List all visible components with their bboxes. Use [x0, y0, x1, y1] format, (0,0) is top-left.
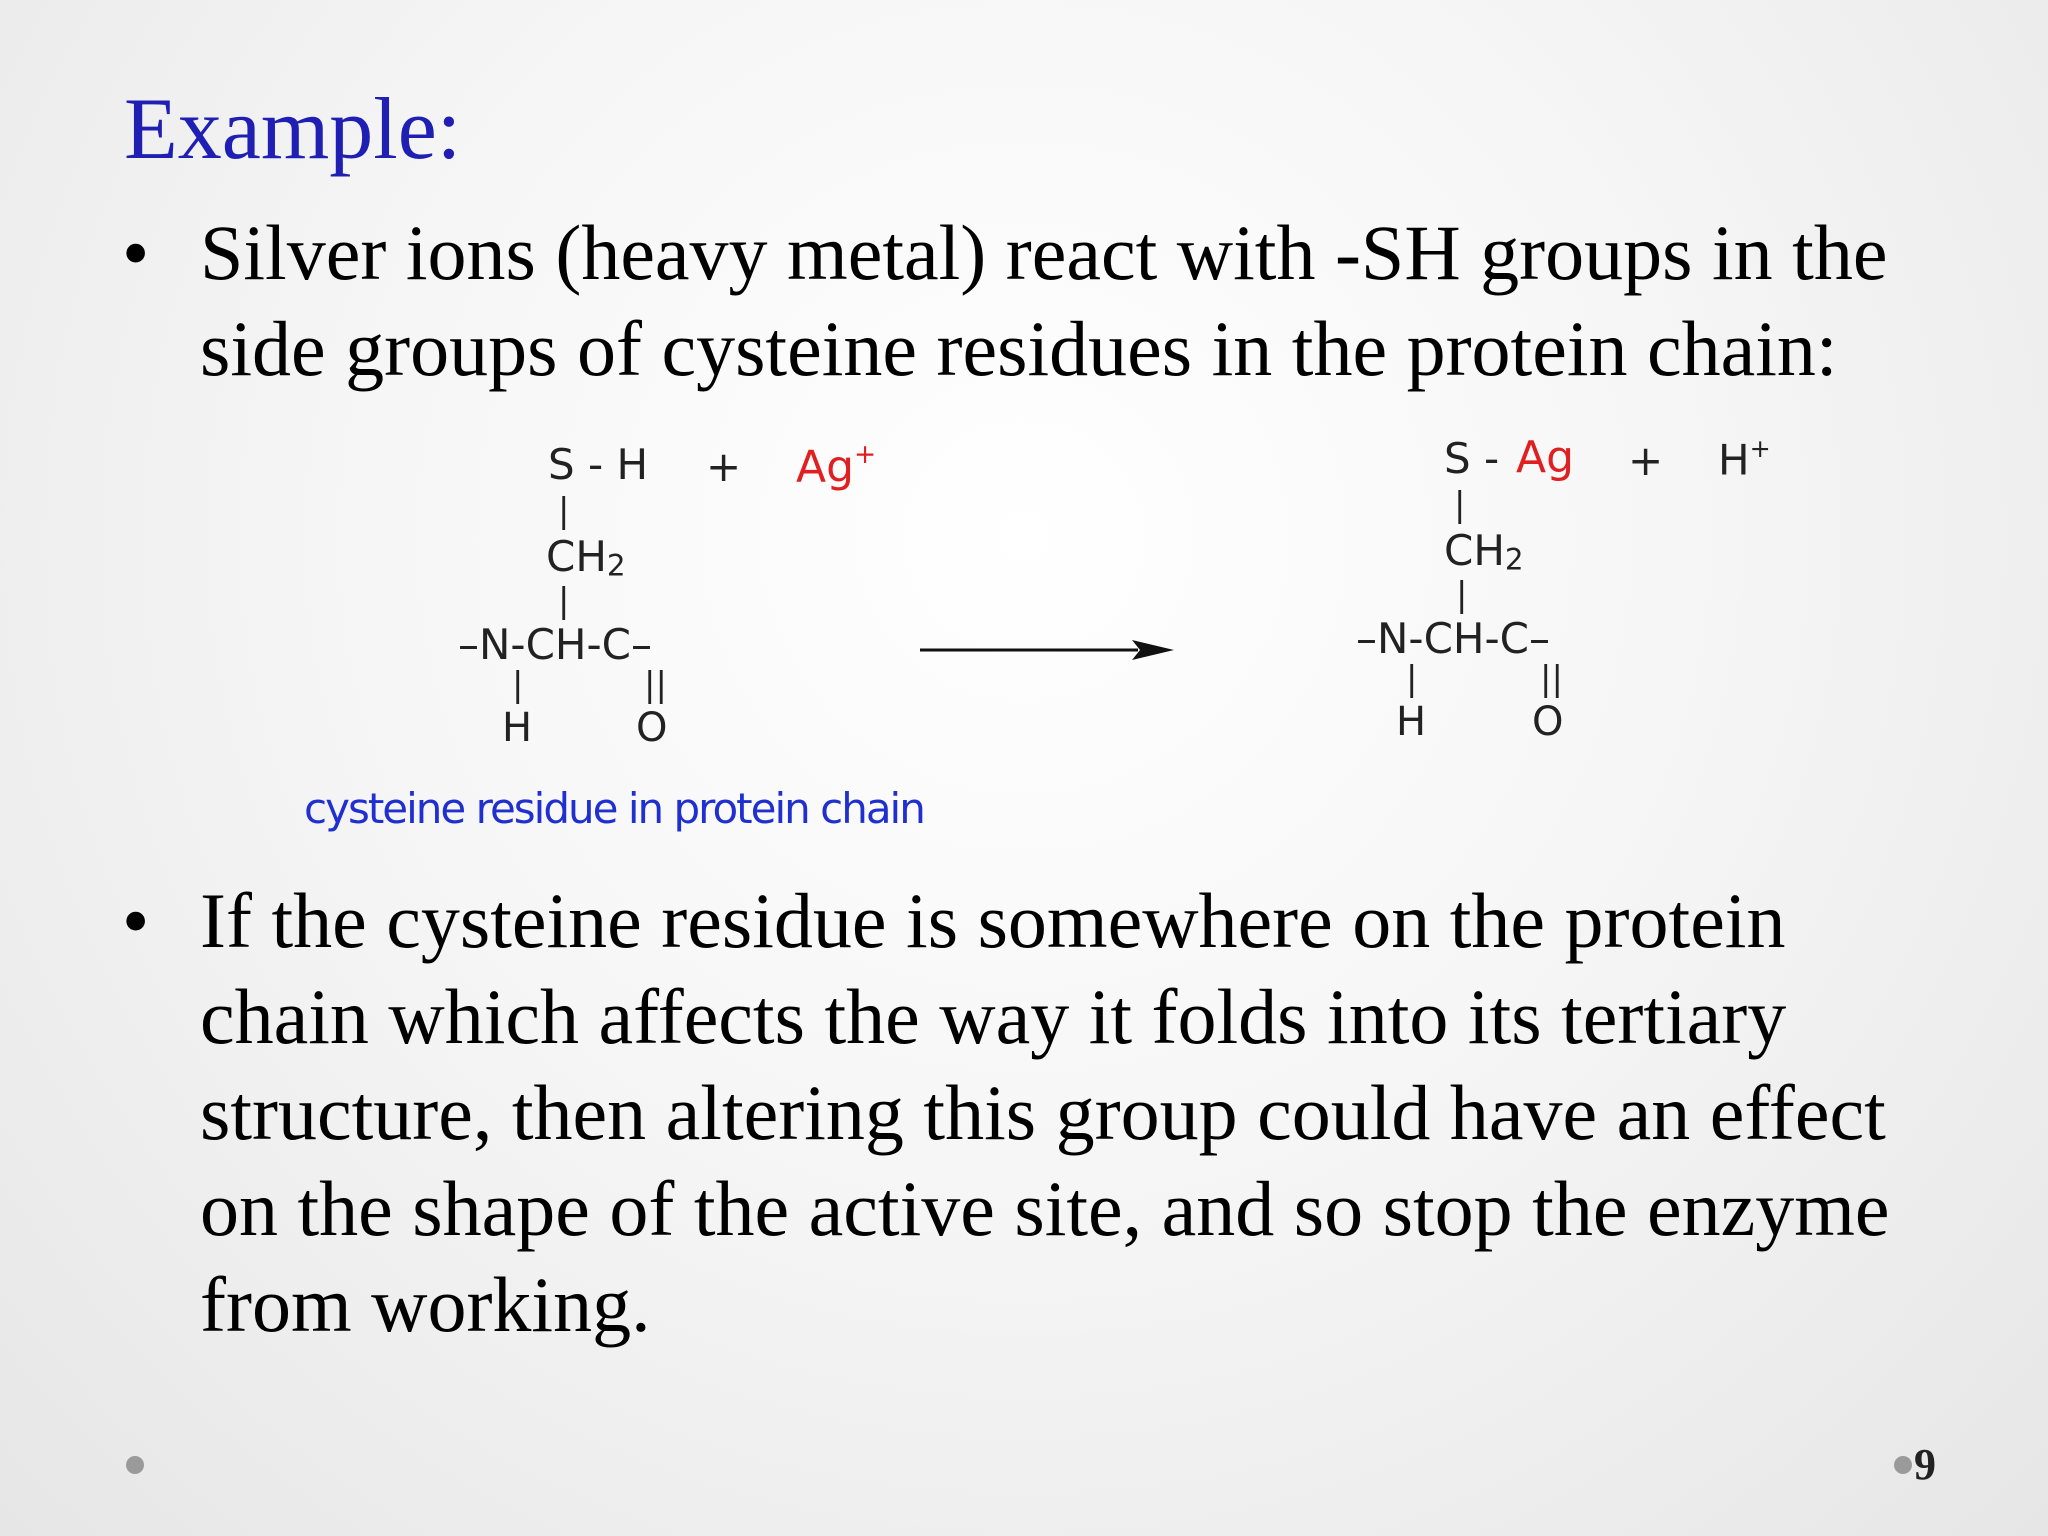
bullet-text-2 — [200, 873, 1940, 1353]
reactant-sulfhydryl: S - H — [548, 440, 649, 489]
bullet-marker: • — [122, 877, 150, 964]
bullet-marker: • — [122, 209, 150, 296]
slide-title: Example: — [124, 81, 462, 178]
bullet-line: If the cysteine residue is somewhere on the protein — [200, 877, 1786, 964]
bullet-line: chain which affects the way it folds into its tertiary — [200, 973, 1787, 1060]
reactant-bond-s-ch2: | — [558, 491, 570, 531]
reactant-bond-n-h: | — [512, 665, 524, 705]
reactant-double-bond: || — [644, 665, 667, 705]
silver-ion: Ag+ — [796, 439, 877, 493]
reaction-arrow-icon — [918, 630, 1178, 670]
footer-dot-right-icon — [1894, 1456, 1912, 1474]
product-ch2: $CH_2$ — [1444, 526, 1524, 577]
product-bond-ch2-ch: | — [1456, 575, 1468, 615]
product-sulfur: S - — [1444, 434, 1500, 483]
footer-dot-left-icon — [126, 1456, 144, 1474]
reactant-bond-ch2-ch: | — [558, 581, 570, 621]
bullet-line: from working. — [200, 1261, 651, 1348]
product-plus: + — [1628, 436, 1664, 485]
product-double-bond: || — [1540, 659, 1563, 699]
reactant-oxygen: O — [636, 705, 668, 751]
reactant-ch2: $CH_2$ — [546, 532, 626, 583]
bullet-text-1 — [200, 205, 1940, 397]
product-silver: Ag — [1516, 432, 1575, 483]
product-backbone: –N-CH-C– — [1356, 614, 1550, 663]
bullet-line: on the shape of the active site, and so stop the enzyme — [200, 1165, 1890, 1252]
product-bond-n-h: | — [1406, 659, 1418, 699]
bullet-line: Silver ions (heavy metal) react with -SH groups in the — [200, 209, 1888, 296]
reactant-hydrogen: H — [502, 705, 533, 751]
bullet-line: structure, then altering this group could have an effect — [200, 1069, 1886, 1156]
diagram-caption: cysteine residue in protein chain — [304, 784, 924, 833]
product-hydrogen: H — [1396, 699, 1427, 745]
hydrogen-ion: H+ — [1718, 434, 1771, 485]
reactant-backbone: –N-CH-C– — [458, 620, 652, 669]
page-number: 9 — [1914, 1440, 1936, 1489]
product-bond-s-ch2: | — [1454, 485, 1466, 525]
bullet-line: side groups of cysteine residues in the protein chain: — [200, 305, 1838, 392]
reactant-plus: + — [706, 442, 742, 491]
product-oxygen: O — [1532, 699, 1564, 745]
